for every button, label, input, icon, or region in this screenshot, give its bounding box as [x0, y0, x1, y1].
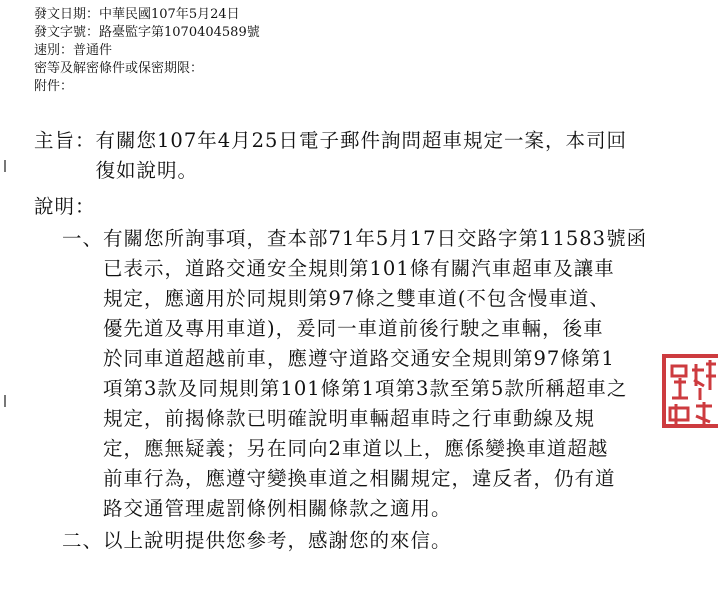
subject-label: 主旨： — [34, 129, 96, 152]
explanation-item — [34, 526, 647, 556]
subject-row — [34, 126, 647, 186]
delivery-type: 速別：普通件 — [34, 43, 113, 58]
seal-icon — [656, 352, 718, 430]
item-number: 二、 — [62, 529, 104, 552]
item-number: 一、 — [62, 227, 104, 250]
document-body — [34, 126, 647, 556]
attachments: 附件： — [34, 79, 74, 94]
subject-text: 有關您107年4月25日電子郵件詢問超車規定一案，本司回 復如說明。 — [95, 129, 627, 182]
document-header — [34, 6, 260, 96]
document-number: 發文字號：路臺監字第1070404589號 — [34, 25, 260, 40]
fold-mark — [4, 160, 6, 172]
item-text: 以上說明提供您參考，感謝您的來信。 — [103, 529, 452, 552]
item-text: 有關您所詢事項，查本部71年5月17日交路字第11583號函 已表示，道路交通安全規則第101條有關汽車超車及讓車 規定，應適用於同規則第97條之雙車道(不包含慢車道、 優先道及專用車道)，爰同一車道前後行駛之車輛，後車 於同車道超越前車，應遵守道路交通安全規則第97條第1 項第3款及同規則第101條第1項第3款至第5款所稱超車之 規定，前揭條款已明確說明車輛超車時之行車動線及規 定，應無疑義；另在同向2車道以上，應係變換車道超越 前車行為，應遵守變換車道之相關規定，違反者，仍有道 路交通管理處罰條例相關條款之適用。 — [103, 227, 648, 520]
classification: 密等及解密條件或保密期限： — [34, 61, 204, 76]
explanation-label: 說明： — [34, 195, 96, 218]
explanation-item — [34, 224, 647, 524]
fold-mark — [4, 395, 6, 407]
issue-date: 發文日期：中華民國107年5月24日 — [34, 7, 240, 22]
